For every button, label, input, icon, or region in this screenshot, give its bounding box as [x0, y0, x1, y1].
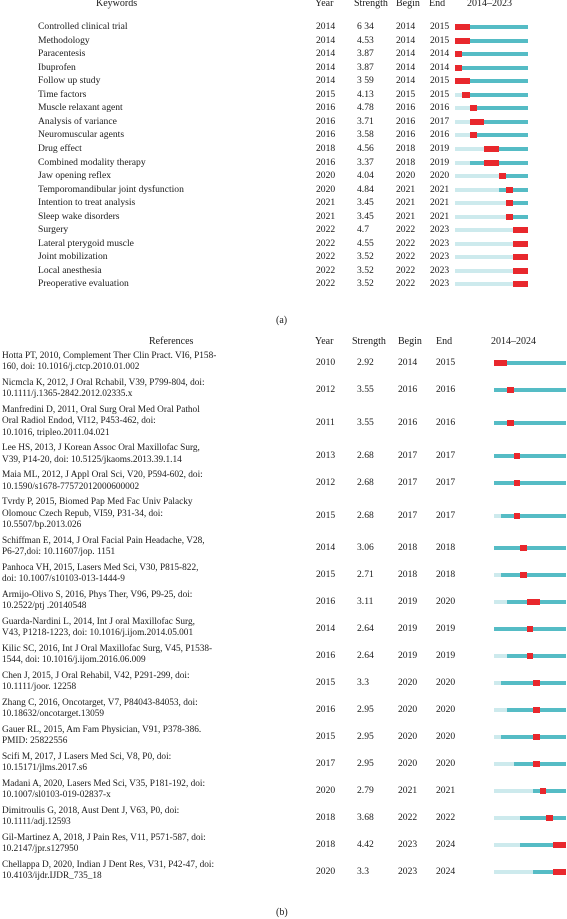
end-cell: 2021 — [436, 785, 456, 797]
reference-line: Maia ML, 2012, J Appl Oral Sci, V20, P594-602, doi: — [2, 470, 203, 481]
reference-line: 160, doi: 10.1016/j.ctcp.2010.01.002 — [2, 362, 140, 373]
burst-segment — [455, 38, 470, 44]
strength-cell: 2.95 — [357, 758, 374, 770]
begin-cell: 2022 — [396, 237, 416, 249]
reference-line: Chen J, 2015, J Oral Rehabil, V42, P291-299, doi: — [2, 670, 190, 681]
end-cell: 2015 — [430, 88, 450, 100]
timeline-coverage — [499, 188, 528, 192]
year-cell: 2020 — [316, 170, 336, 182]
begin-cell: 2022 — [396, 278, 416, 290]
year-cell: 2020 — [316, 866, 336, 878]
year-cell: 2016 — [316, 156, 336, 168]
year-cell: 2014 — [316, 75, 336, 87]
strength-cell: 4.13 — [357, 88, 374, 100]
year-cell: 2016 — [316, 129, 336, 141]
burst-segment — [507, 420, 514, 426]
references-header: References — [149, 336, 194, 347]
end-cell: 2021 — [430, 210, 450, 222]
reference-line: 10.1590/s1678-77572012000600002 — [2, 481, 140, 492]
timeline-coverage — [494, 481, 566, 485]
strength-cell: 3.11 — [357, 596, 374, 608]
strength-cell: 3.58 — [357, 129, 374, 141]
end-cell: 2014 — [430, 48, 450, 60]
begin-header: Begin — [396, 0, 420, 9]
reference-line: Hotta PT, 2010, Complement Ther Clin Pract. VI6, P158- — [2, 351, 217, 361]
end-cell: 2016 — [436, 417, 456, 429]
begin-cell: 2023 — [398, 866, 418, 878]
reference-line: 10.1111/j.1365-2842.2012.02335.x — [2, 389, 133, 400]
year-cell: 2018 — [316, 839, 336, 851]
keywords-header: Keywords — [96, 0, 138, 9]
burst-segment — [470, 105, 477, 111]
panel-a-caption: (a) — [276, 315, 288, 326]
burst-segment — [499, 173, 506, 179]
year-cell: 2010 — [316, 357, 336, 369]
strength-cell: 4.04 — [357, 170, 374, 182]
end-header-b: End — [436, 336, 453, 347]
end-cell: 2020 — [430, 170, 450, 182]
burst-segment — [484, 160, 499, 166]
reference-line: Zhang C, 2016, Oncotarget, V7, P84043-84053, doi: — [2, 697, 198, 708]
begin-cell: 2014 — [396, 75, 416, 87]
burst-segment — [527, 599, 540, 605]
begin-cell: 2020 — [398, 704, 418, 716]
reference-line: Madani A, 2020, Lasers Med Sci, V35, P181-192, doi: — [2, 778, 206, 789]
burst-segment — [527, 653, 534, 659]
end-cell: 2018 — [436, 569, 456, 581]
begin-cell: 2020 — [398, 731, 418, 743]
end-cell: 2023 — [430, 278, 450, 290]
burst-segment — [514, 453, 521, 459]
keyword-label: Follow up study — [38, 75, 101, 87]
burst-segment — [513, 281, 528, 287]
end-cell: 2018 — [436, 542, 456, 554]
strength-cell: 2.92 — [357, 357, 374, 369]
year-cell: 2014 — [316, 542, 336, 554]
keyword-label: Paracentesis — [38, 48, 86, 60]
end-cell: 2015 — [430, 21, 450, 32]
burst-segment — [470, 132, 477, 138]
begin-cell: 2019 — [398, 623, 418, 635]
strength-cell: 2.68 — [357, 509, 374, 521]
end-cell: 2022 — [436, 812, 456, 824]
begin-cell: 2016 — [396, 102, 416, 114]
end-cell: 2020 — [436, 596, 456, 608]
timeline-coverage — [462, 93, 528, 97]
begin-cell: 2014 — [396, 34, 416, 46]
strength-cell: 3.06 — [357, 542, 374, 554]
timeline-coverage — [494, 388, 566, 392]
burst-segment — [527, 626, 534, 632]
strength-cell: 3.55 — [357, 417, 374, 429]
burst-segment — [540, 788, 547, 794]
range-header: 2014–2023 — [467, 0, 512, 9]
end-cell: 2020 — [436, 677, 456, 689]
reference-line: Panhoca VH, 2015, Lasers Med Sci, V30, P815-822, — [2, 562, 199, 573]
end-cell: 2015 — [436, 357, 456, 369]
timeline-coverage — [470, 133, 528, 137]
strength-cell: 2.79 — [357, 785, 374, 797]
reference-line: V43, P1218-1223, doi: 10.1016/j.ijom.2014.05.001 — [2, 628, 194, 639]
timeline-coverage — [494, 546, 566, 550]
strength-cell: 4.53 — [357, 34, 374, 46]
reference-line: 10.2147/jpr.s127950 — [2, 844, 79, 855]
begin-cell: 2020 — [398, 758, 418, 770]
strength-cell: 3.87 — [357, 61, 374, 73]
timeline-coverage — [470, 161, 528, 165]
burst-segment — [514, 513, 521, 519]
end-cell: 2020 — [436, 758, 456, 770]
end-cell: 2019 — [430, 156, 450, 168]
begin-cell: 2017 — [398, 449, 418, 461]
burst-segment — [513, 254, 528, 260]
year-cell: 2011 — [316, 417, 335, 429]
keyword-label: Joint mobilization — [38, 251, 108, 263]
reference-line: 10.15171/jlms.2017.s6 — [2, 763, 87, 774]
end-cell: 2024 — [436, 839, 456, 851]
reference-line: 10.1111/adj.12593 — [2, 817, 71, 828]
timeline-coverage — [455, 52, 528, 56]
begin-cell: 2014 — [396, 48, 416, 60]
begin-cell: 2019 — [398, 596, 418, 608]
keyword-label: Muscle relaxant agent — [38, 102, 123, 114]
burst-segment — [553, 869, 566, 875]
end-cell: 2015 — [430, 75, 450, 87]
strength-cell: 3.3 — [357, 677, 369, 689]
end-cell: 2020 — [436, 731, 456, 743]
begin-cell: 2021 — [398, 785, 418, 797]
timeline-coverage — [501, 573, 566, 577]
burst-segment — [462, 92, 469, 98]
keyword-label: Preoperative evaluation — [38, 278, 129, 290]
strength-cell: 3.55 — [357, 384, 374, 396]
begin-cell: 2018 — [398, 542, 418, 554]
begin-cell: 2017 — [398, 476, 418, 488]
reference-line: 10.5507/bp.2013.026 — [2, 520, 82, 531]
timeline-coverage — [514, 762, 566, 766]
reference-line: Gauer RL, 2015, Am Fam Physician, V91, P378-386. — [2, 724, 202, 735]
reference-line: 10.1007/sl0103-019-02837-x — [2, 790, 111, 801]
strength-cell: 2.64 — [357, 650, 374, 662]
reference-line: 1544, doi: 10.1016/j.ijom.2016.06.009 — [2, 655, 146, 666]
year-cell: 2012 — [316, 476, 336, 488]
strength-cell: 4.56 — [357, 142, 374, 154]
keyword-label: Ibuprofen — [38, 61, 76, 73]
year-cell: 2014 — [316, 61, 336, 73]
burst-segment — [506, 187, 513, 193]
begin-cell: 2015 — [396, 88, 416, 100]
end-cell: 2021 — [430, 197, 450, 209]
reference-line: PMID: 25822556 — [2, 736, 68, 747]
burst-segment — [553, 842, 566, 848]
burst-segment — [533, 680, 540, 686]
begin-cell: 2021 — [396, 197, 416, 209]
reference-line: doi: 10.1007/s10103-013-1444-9 — [2, 574, 125, 585]
burst-segment — [533, 734, 540, 740]
end-header: End — [429, 0, 446, 9]
year-cell: 2017 — [316, 758, 336, 770]
keyword-label: Lateral pterygoid muscle — [38, 237, 134, 249]
strength-cell: 2.95 — [357, 731, 374, 743]
timeline-coverage — [507, 654, 566, 658]
reference-line: Chellappa D, 2020, Indian J Dent Res, V31, P42-47, doi: — [2, 859, 215, 870]
strength-cell: 2.64 — [357, 623, 374, 635]
begin-cell: 2018 — [396, 142, 416, 154]
strength-cell: 3.52 — [357, 278, 374, 290]
year-cell: 2014 — [316, 623, 336, 635]
begin-header-b: Begin — [398, 336, 422, 347]
end-cell: 2017 — [436, 449, 456, 461]
strength-header: Strength — [354, 0, 388, 9]
end-cell: 2023 — [430, 224, 450, 236]
reference-line: Tvrdy P, 2015, Biomed Pap Med Fac Univ Palacky — [2, 497, 193, 508]
strength-cell: 6 34 — [357, 21, 374, 32]
year-cell: 2014 — [316, 48, 336, 60]
begin-cell: 2016 — [396, 129, 416, 141]
panel-b-caption: (b) — [276, 907, 288, 918]
reference-line: 10.2522/ptj .20140548 — [2, 601, 87, 612]
year-cell: 2013 — [316, 449, 336, 461]
reference-line: 10.1016, tripleo.2011.04.021 — [2, 427, 110, 438]
strength-cell: 3 59 — [357, 75, 374, 87]
begin-cell: 2022 — [396, 251, 416, 263]
year-cell: 2016 — [316, 596, 336, 608]
end-cell: 2016 — [430, 102, 450, 114]
timeline-coverage — [520, 816, 566, 820]
reference-line: Oral Radiol Endod, VI12, P453-462, doi: — [2, 416, 156, 427]
burst-segment — [513, 268, 528, 274]
burst-segment — [533, 707, 540, 713]
year-cell: 2021 — [316, 197, 336, 209]
burst-segment — [506, 214, 513, 220]
end-cell: 2021 — [430, 183, 450, 195]
strength-cell: 3.68 — [357, 812, 374, 824]
year-cell: 2014 — [316, 21, 336, 32]
burst-segment — [455, 65, 462, 71]
end-cell: 2014 — [430, 61, 450, 73]
year-cell: 2016 — [316, 704, 336, 716]
strength-header-b: Strength — [352, 336, 386, 347]
reference-line: Dimitroulis G, 2018, Aust Dent J, V63, P0, doi: — [2, 805, 180, 816]
begin-cell: 2020 — [396, 170, 416, 182]
reference-line: V39, P14-20, doi: 10.5125/jkaoms.2013.39.1.14 — [2, 454, 182, 465]
end-cell: 2019 — [436, 623, 456, 635]
year-header: Year — [315, 0, 334, 9]
year-cell: 2018 — [316, 142, 336, 154]
reference-line: P6-27,doi: 10.11607/jop. 1151 — [2, 547, 116, 558]
begin-cell: 2019 — [398, 650, 418, 662]
keyword-label: Methodology — [38, 34, 90, 46]
begin-cell: 2022 — [398, 812, 418, 824]
year-cell: 2015 — [316, 88, 336, 100]
burst-segment — [455, 24, 470, 30]
year-cell: 2015 — [316, 731, 336, 743]
timeline-coverage — [494, 454, 566, 458]
timeline-coverage — [501, 514, 566, 518]
begin-cell: 2014 — [398, 357, 418, 369]
end-cell: 2023 — [430, 264, 450, 276]
burst-segment — [520, 545, 527, 551]
keyword-label: Analysis of variance — [38, 115, 117, 127]
burst-segment — [546, 815, 553, 821]
timeline-coverage — [470, 106, 528, 110]
end-cell: 2017 — [430, 115, 450, 127]
year-cell: 2015 — [316, 677, 336, 689]
begin-cell: 2020 — [398, 677, 418, 689]
reference-line: 10.4103/ijdr.IJDR_735_18 — [2, 871, 102, 882]
year-cell: 2012 — [316, 384, 336, 396]
year-cell: 2018 — [316, 812, 336, 824]
reference-line: Olomouc Czech Repub, VI59, P31-34, doi: — [2, 508, 163, 519]
begin-cell: 2021 — [396, 210, 416, 222]
reference-line: Armijo-Olivo S, 2016, Phys Ther, V96, P9-25, doi: — [2, 589, 193, 600]
keyword-label: Jaw opening reflex — [38, 170, 111, 182]
reference-line: 10.1111/joor. 12258 — [2, 682, 77, 693]
end-cell: 2017 — [436, 509, 456, 521]
strength-cell: 3.45 — [357, 210, 374, 222]
strength-cell: 2.71 — [357, 569, 374, 581]
begin-cell: 2014 — [396, 61, 416, 73]
end-cell: 2015 — [430, 34, 450, 46]
timeline-coverage — [533, 789, 566, 793]
strength-cell: 2.68 — [357, 449, 374, 461]
keyword-label: Controlled clinical trial — [38, 21, 128, 32]
reference-line: 10.18632/oncotarget.13059 — [2, 709, 105, 720]
end-cell: 2017 — [436, 476, 456, 488]
begin-cell: 2014 — [396, 21, 416, 32]
year-header-b: Year — [315, 336, 334, 347]
begin-cell: 2018 — [398, 569, 418, 581]
reference-line: Schiffman E, 2014, J Oral Facial Pain Headache, V28, — [2, 535, 205, 546]
strength-cell: 4.42 — [357, 839, 374, 851]
timeline-coverage — [494, 421, 566, 425]
keyword-label: Temporomandibular joint dysfunction — [38, 183, 184, 195]
keyword-label: Sleep wake disorders — [38, 210, 120, 222]
keyword-label: Neuromuscular agents — [38, 129, 125, 141]
begin-cell: 2016 — [396, 115, 416, 127]
year-cell: 2016 — [316, 115, 336, 127]
strength-cell: 3.71 — [357, 115, 374, 127]
timeline-coverage — [455, 66, 528, 70]
year-cell: 2020 — [316, 183, 336, 195]
burst-segment — [514, 480, 521, 486]
keyword-label: Combined modality therapy — [38, 156, 146, 168]
burst-segment — [533, 761, 540, 767]
strength-cell: 3.87 — [357, 48, 374, 60]
strength-cell: 4.7 — [357, 224, 369, 236]
begin-cell: 2016 — [398, 384, 418, 396]
begin-cell: 2022 — [396, 224, 416, 236]
burst-segment — [513, 227, 528, 233]
year-cell: 2016 — [316, 650, 336, 662]
end-cell: 2023 — [430, 251, 450, 263]
burst-segment — [506, 200, 513, 206]
reference-line: Kilic SC, 2016, Int J Oral Maxillofac Surg, V45, P1538- — [2, 643, 213, 654]
begin-cell: 2023 — [398, 839, 418, 851]
begin-cell: 2016 — [398, 417, 418, 429]
keyword-label: Local anesthesia — [38, 264, 102, 276]
year-cell: 2022 — [316, 278, 336, 290]
reference-line: Gil-Martinez A, 2018, J Pain Res, V11, P571-587, doi: — [2, 832, 206, 843]
year-cell: 2022 — [316, 264, 336, 276]
begin-cell: 2022 — [396, 264, 416, 276]
strength-cell: 2.95 — [357, 704, 374, 716]
range-header-b: 2014–2024 — [491, 336, 536, 347]
end-cell: 2019 — [436, 650, 456, 662]
keyword-label: Time factors — [38, 88, 87, 100]
strength-cell: 3.37 — [357, 156, 374, 168]
end-cell: 2016 — [436, 384, 456, 396]
strength-cell: 4.84 — [357, 183, 374, 195]
year-cell: 2014 — [316, 34, 336, 46]
burst-segment — [470, 119, 485, 125]
begin-cell: 2018 — [396, 156, 416, 168]
keyword-label: Drug effect — [38, 142, 82, 154]
year-cell: 2020 — [316, 785, 336, 797]
burst-segment — [507, 387, 514, 393]
end-cell: 2016 — [430, 129, 450, 141]
year-cell: 2015 — [316, 569, 336, 581]
burst-segment — [455, 78, 470, 84]
year-cell: 2022 — [316, 224, 336, 236]
reference-line: Nicmcla K, 2012, J Oral Rchabil, V39, P799-804, doi: — [2, 378, 205, 388]
strength-cell: 3.52 — [357, 251, 374, 263]
burst-segment — [513, 241, 528, 247]
year-cell: 2022 — [316, 237, 336, 249]
strength-cell: 4.55 — [357, 237, 374, 249]
strength-cell: 3.45 — [357, 197, 374, 209]
year-cell: 2015 — [316, 509, 336, 521]
strength-cell: 2.68 — [357, 476, 374, 488]
burst-segment — [494, 360, 507, 366]
reference-line: Scifi M, 2017, J Lasers Med Sci, V8, P0, doi: — [2, 751, 172, 762]
burst-segment — [520, 572, 527, 578]
keyword-label: Surgery — [38, 224, 69, 236]
end-cell: 2020 — [436, 704, 456, 716]
reference-line: Guarda-Nardini L, 2014, Int J oral Maxillofac Surg, — [2, 616, 195, 627]
begin-cell: 2017 — [398, 509, 418, 521]
begin-cell: 2021 — [396, 183, 416, 195]
year-cell: 2022 — [316, 251, 336, 263]
year-cell: 2021 — [316, 210, 336, 222]
strength-cell: 3.52 — [357, 264, 374, 276]
strength-cell: 4.78 — [357, 102, 374, 114]
keyword-label: Intention to treat analysis — [38, 197, 136, 209]
year-cell: 2016 — [316, 102, 336, 114]
reference-line: Manfredini D, 2011, Oral Surg Oral Med Oral Pathol — [2, 405, 200, 415]
end-cell: 2019 — [430, 142, 450, 154]
end-cell: 2023 — [430, 237, 450, 249]
end-cell: 2024 — [436, 866, 456, 878]
strength-cell: 3.3 — [357, 866, 369, 878]
burst-segment — [455, 51, 462, 57]
reference-line: Lee HS, 2013, J Korean Assoc Oral Maxillofac Surg, — [2, 443, 200, 454]
burst-segment — [484, 146, 499, 152]
